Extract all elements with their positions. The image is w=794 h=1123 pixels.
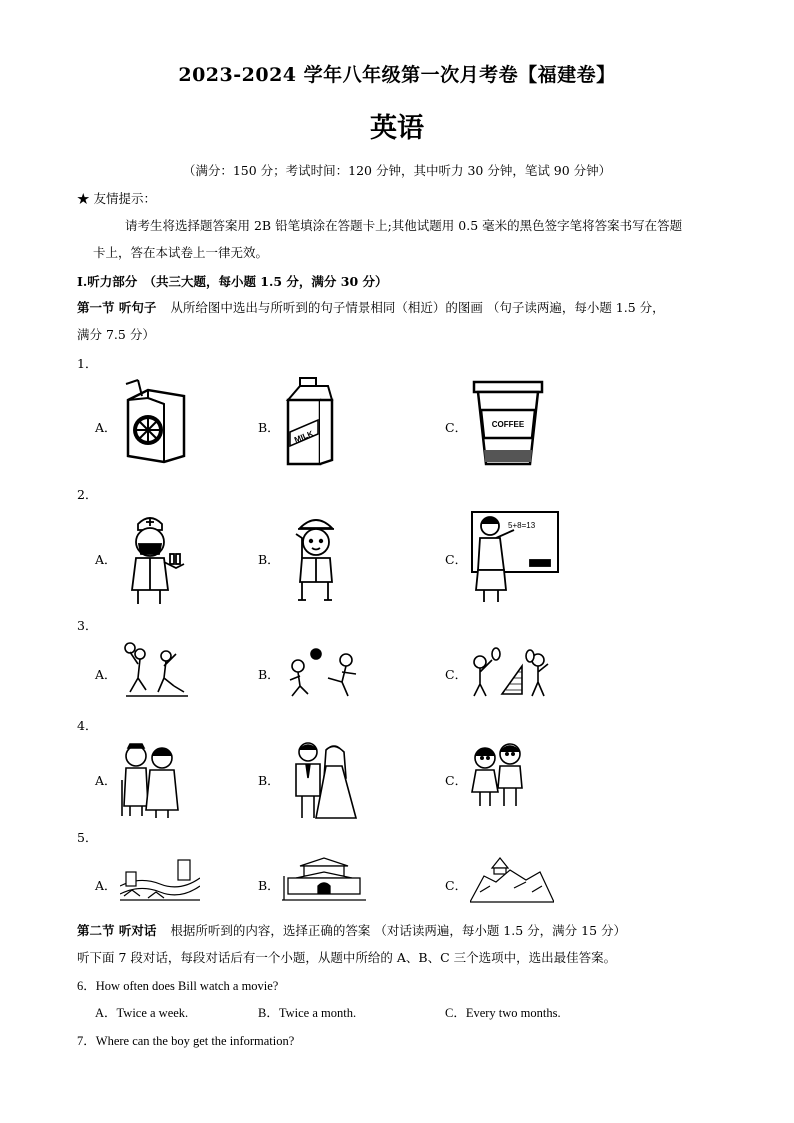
- police-officer-icon: [288, 512, 344, 604]
- tips-text-line1: 请考生将选择题答案用 2B 铅笔填涂在答题卡上;其他试题用 0.5 毫米的黑色签字笔将答案书写在答题: [125, 218, 683, 233]
- blackboard-equation: 5+8=13: [508, 521, 536, 530]
- section2-label: 第二节 听对话: [77, 923, 157, 938]
- coffee-cup-icon: [472, 380, 544, 466]
- juice-box-icon: [118, 378, 190, 464]
- milk-label: MILK: [293, 428, 315, 445]
- coffee-label: COFFEE: [491, 420, 525, 429]
- volleyball-players-icon: [118, 640, 192, 702]
- section2-intro: 听下面 7 段对话，每段对话后有一个小题，从题中所给的 A、B、C 三个选项中，选出最佳答案。: [77, 950, 617, 965]
- option-letter: C．: [445, 773, 468, 788]
- part1-heading: I.听力部分 （共三大题，每小题 1.5 分，满分 30 分）: [77, 274, 388, 289]
- question-number: 2．: [77, 487, 98, 502]
- option-letter: A．: [95, 773, 117, 788]
- question-number: 7．: [77, 1034, 96, 1048]
- option-letter: C．: [445, 878, 468, 893]
- soccer-players-icon: [284, 644, 364, 700]
- option-letter: A．: [95, 552, 117, 567]
- exam-meta: （满分：150 分；考试时间：120 分钟，其中听力 30 分钟，笔试 90 分钟）: [182, 163, 612, 178]
- option-letter: A．: [95, 420, 117, 435]
- option-letter: B．: [258, 878, 280, 893]
- tips-text-line2: 卡上，答在本试卷上一律无效。: [93, 245, 269, 260]
- children-icon: [468, 740, 528, 810]
- option-letter: C．: [445, 420, 468, 435]
- subject-title: 英语: [370, 113, 424, 144]
- question-number: 6．: [77, 979, 96, 993]
- wedding-couple-icon: [284, 738, 360, 820]
- nurse-icon: [122, 510, 186, 606]
- option-letter: C．: [445, 552, 468, 567]
- section2-instruction-line: [77, 921, 626, 939]
- elderly-couple-icon: [118, 740, 180, 820]
- tips-label: ★ 友情提示：: [77, 191, 156, 206]
- great-wall-icon: [120, 856, 200, 904]
- option-a: A．Twice a week.: [95, 1006, 189, 1020]
- question-7: [77, 1031, 294, 1049]
- option-letter: C．: [445, 667, 468, 682]
- question-number: 1．: [77, 356, 98, 371]
- exam-title: 2023-2024 学年八年级第一次月考卷【福建卷】: [178, 64, 616, 86]
- section2-instruction: 根据所听到的内容，选择正确的答案 （对话读两遍，每小题 1.5 分，满分 15 分）: [170, 923, 626, 938]
- section1-instruction-line1: [77, 298, 665, 316]
- tiananmen-icon: [282, 856, 366, 904]
- mountain-landmark-icon: [470, 852, 554, 906]
- option-letter: B．: [258, 773, 280, 788]
- question-stem: Where can the boy get the information?: [95, 1034, 295, 1048]
- question-6: [77, 976, 278, 994]
- teacher-icon: [470, 508, 560, 604]
- section1-instruction-line2: 满分 7.5 分）: [77, 327, 155, 342]
- milk-carton-icon: [284, 376, 336, 468]
- question-stem: How often does Bill watch a movie?: [95, 979, 279, 993]
- option-letter: B．: [258, 552, 280, 567]
- section1-label: 第一节 听句子: [77, 300, 157, 315]
- option-letter: B．: [258, 420, 280, 435]
- section1-instruction: 从所给图中选出与所听到的句子情景相同（相近）的图画 （句子读两遍，每小题 1.5 分，: [170, 300, 665, 315]
- option-letter: B．: [258, 667, 280, 682]
- question-number: 4．: [77, 718, 98, 733]
- option-letter: A．: [95, 878, 117, 893]
- option-c: C．Every two months.: [445, 1006, 561, 1020]
- option-letter: A．: [95, 667, 117, 682]
- option-b: B．Twice a month.: [258, 1006, 357, 1020]
- badminton-players-icon: [468, 646, 554, 700]
- question-number: 5．: [77, 830, 98, 845]
- question-number: 3．: [77, 618, 98, 633]
